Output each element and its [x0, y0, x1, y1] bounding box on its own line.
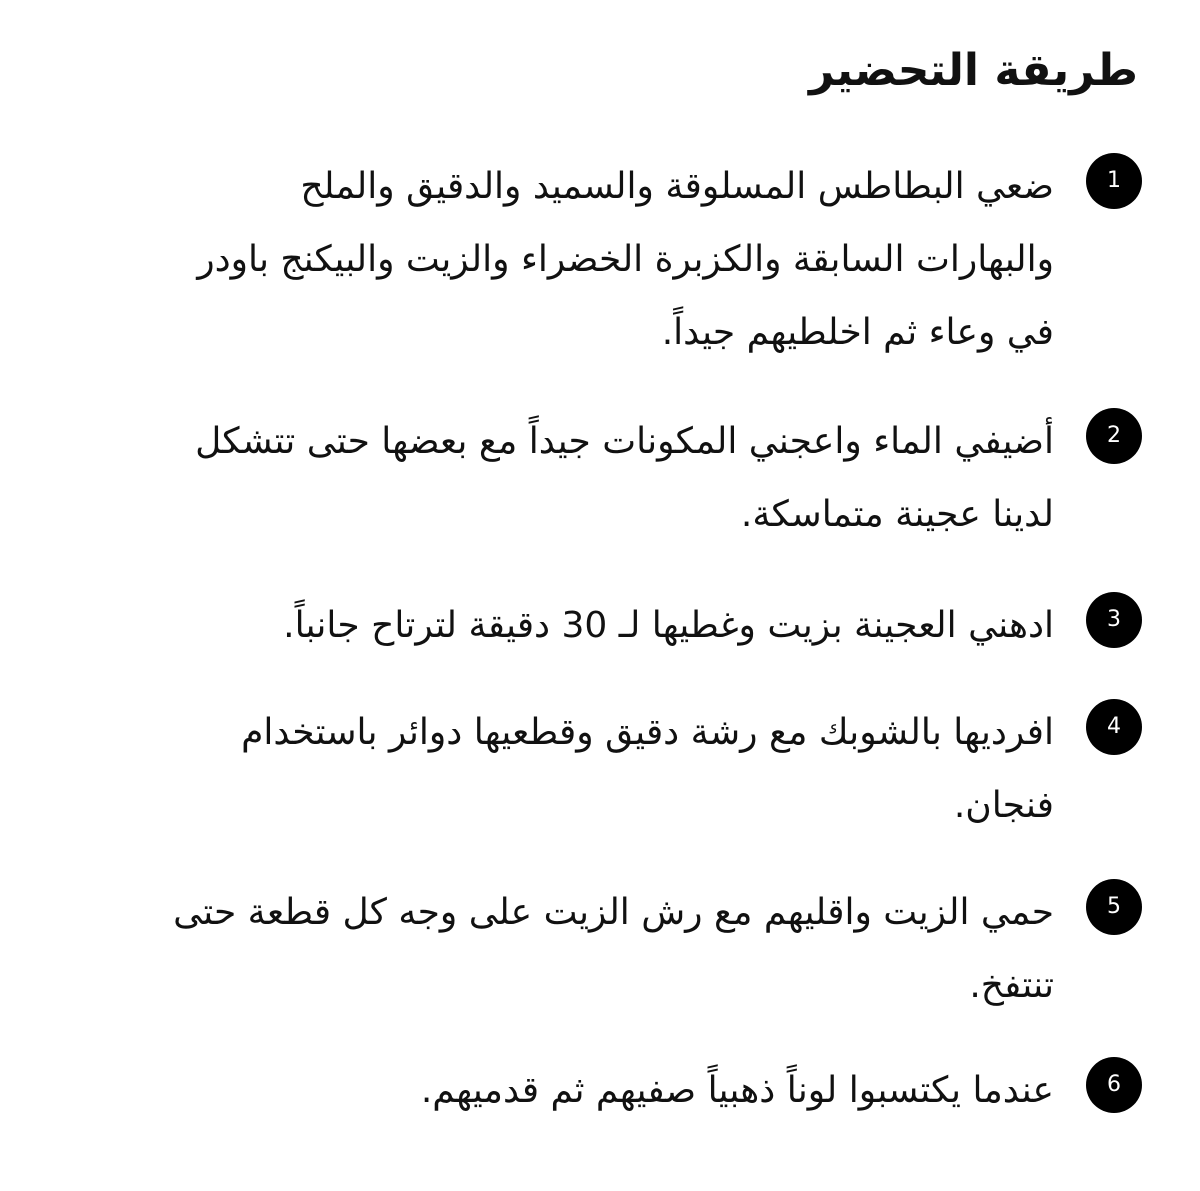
step-number-badge: 4: [1086, 699, 1142, 755]
step-text: ضعي البطاطس المسلوقة والسميد والدقيق والملح والبهارات السابقة والكزبرة الخضراء والزيت والبيكنج باودر في وعاء ثم اخلطيهم جيداً.: [197, 166, 1054, 353]
step-text: عندما يكتسبوا لوناً ذهبياً صفيهم ثم قدميهم.: [420, 1070, 1054, 1111]
step-item: [82, 150, 1142, 369]
step-text: حمي الزيت واقليهم مع رش الزيت على وجه كل قطعة حتى تنتفخ.: [173, 892, 1054, 1006]
step-item: [82, 405, 1142, 551]
step-item: [82, 1054, 1142, 1127]
step-item: [82, 876, 1142, 1022]
step-number-badge: 5: [1086, 879, 1142, 935]
step-number-badge: 6: [1086, 1057, 1142, 1113]
step-text: أضيفي الماء واعجني المكونات جيداً مع بعضها حتى تتشكل لدينا عجينة متماسكة.: [195, 421, 1054, 535]
step-text: افرديها بالشوبك مع رشة دقيق وقطعيها دوائر باستخدام فنجان.: [241, 712, 1054, 826]
step-number-badge: 2: [1086, 408, 1142, 464]
step-item: [82, 696, 1142, 842]
page-title: طريقة التحضير: [809, 45, 1138, 96]
step-number-badge: 3: [1086, 592, 1142, 648]
step-number-badge: 1: [1086, 153, 1142, 209]
step-item: [82, 589, 1142, 662]
step-text: ادهني العجينة بزيت وغطيها لـ 30 دقيقة لترتاح جانباً.: [283, 605, 1054, 646]
